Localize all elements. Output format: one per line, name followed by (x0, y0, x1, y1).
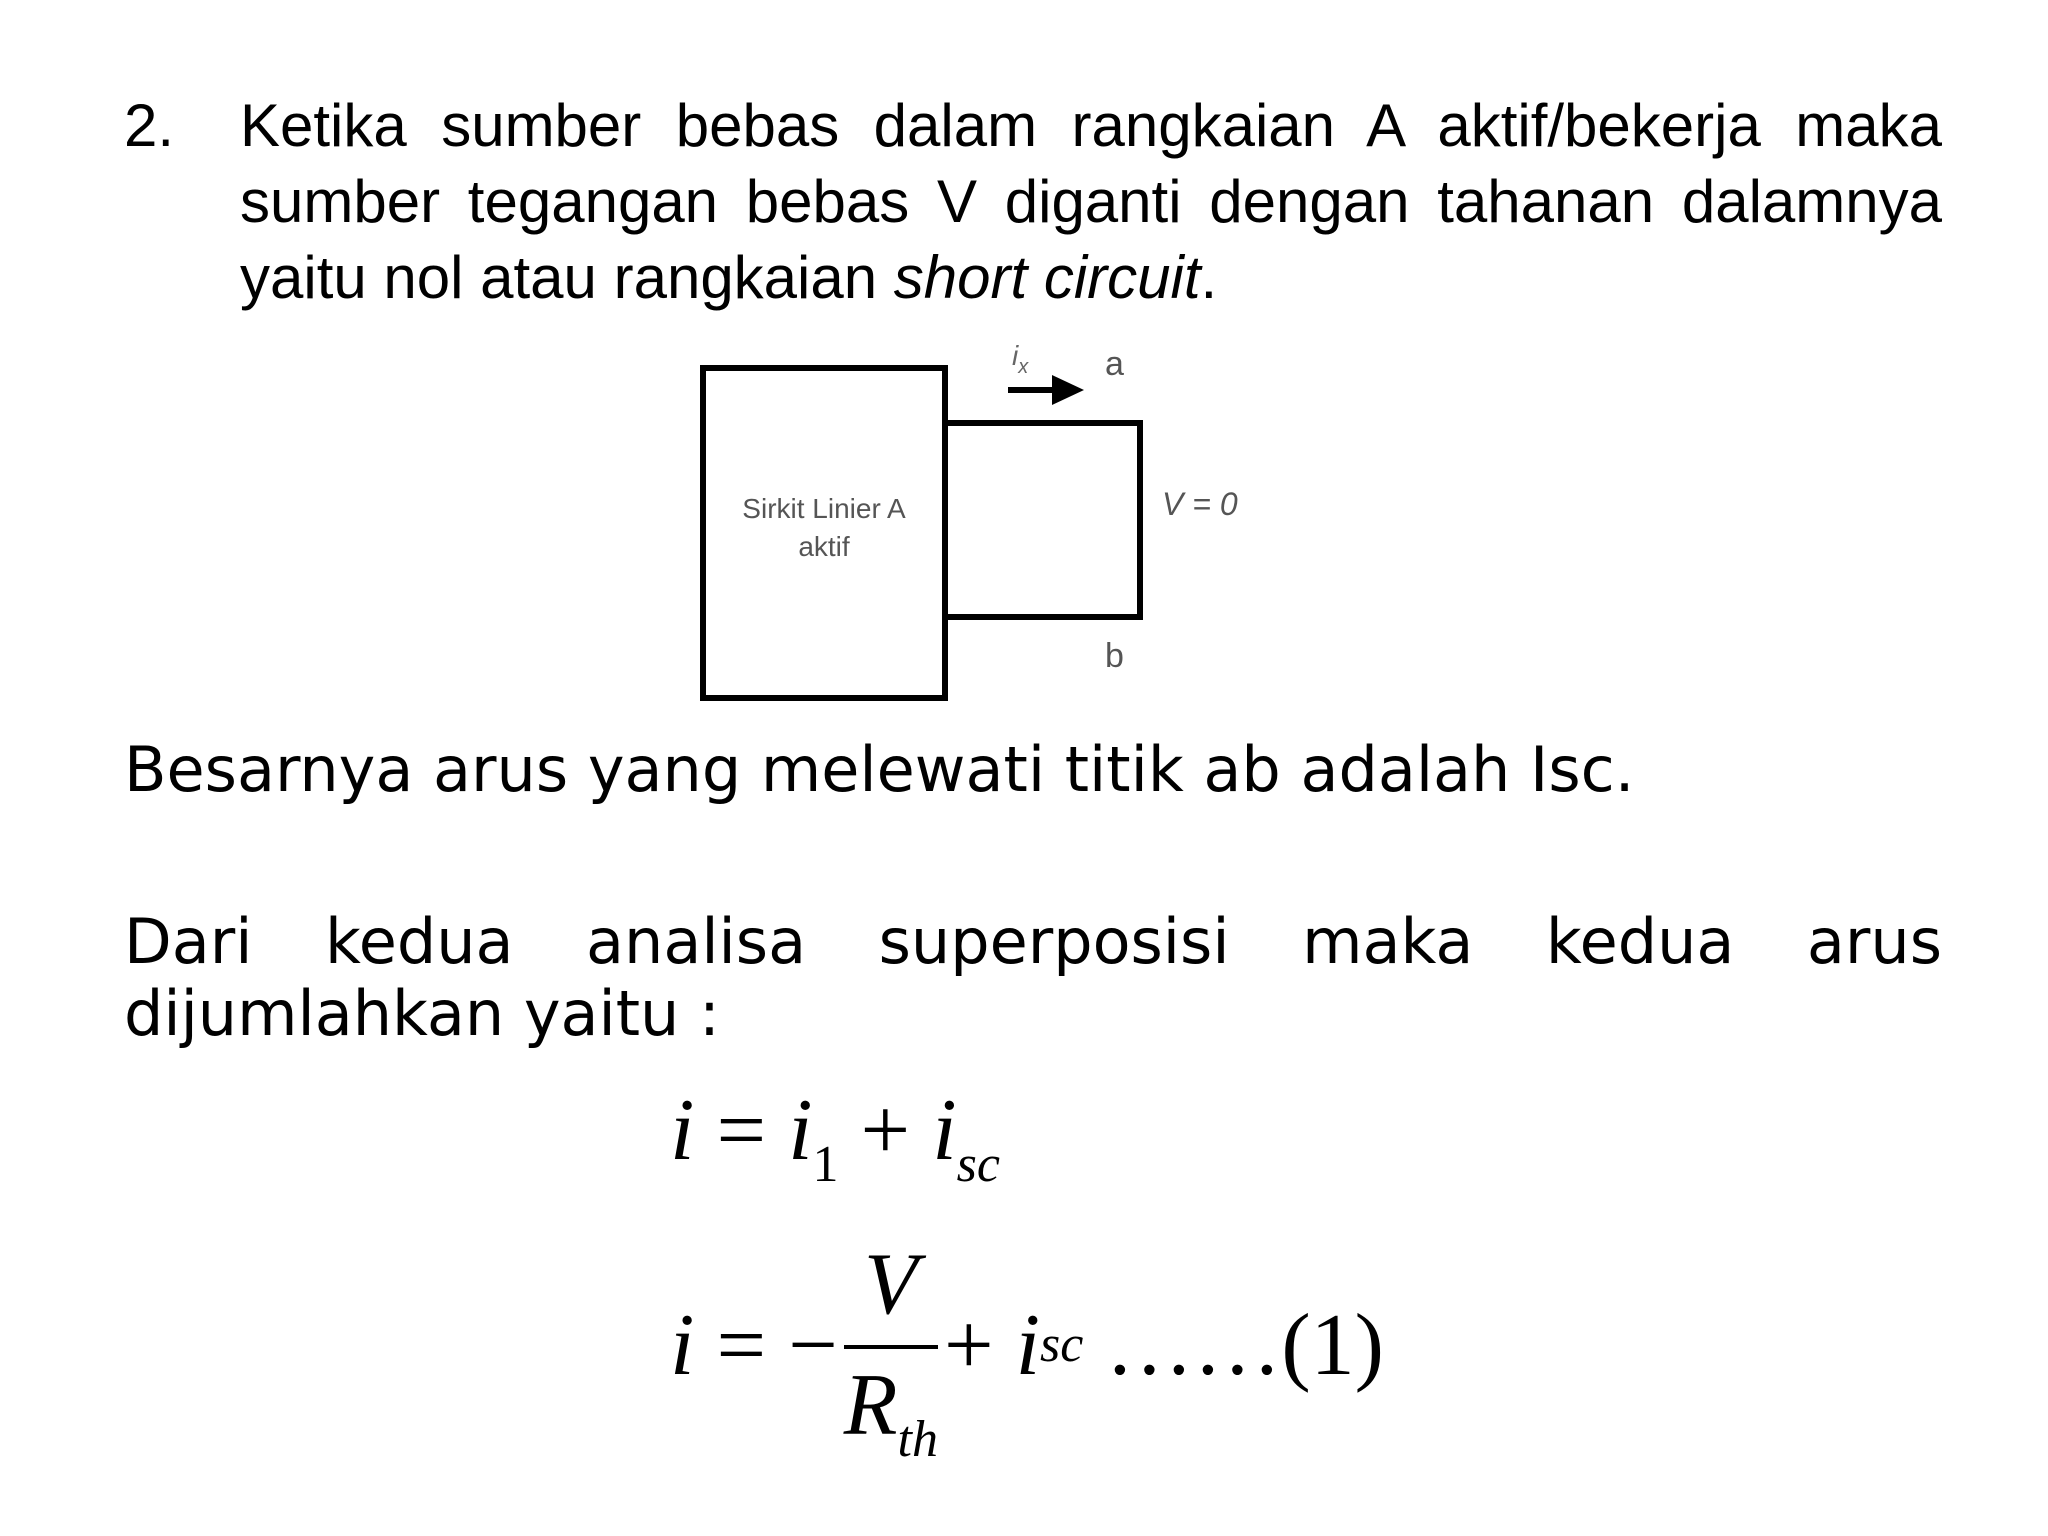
voltage-label: V = 0 (1162, 486, 1238, 522)
eq2-denominator: $R_{th}$ (843, 1357, 938, 1468)
eq2-equals: = (716, 1296, 767, 1394)
isc-paragraph: Besarnya arus yang melewati titik ab adalah Isc. (124, 733, 1635, 806)
eq2-lhs: i (670, 1296, 695, 1394)
list-item-text (240, 88, 1942, 316)
list-item-text-main: Ketika sumber bebas dalam rangkaian A aktif/bekerja maka sumber tegangan bebas V diganti dengan tahanan dalamnya yaitu nol atau rangkaian (240, 92, 1942, 311)
short-circuit-wire (945, 423, 1140, 617)
list-item-text-end: . (1200, 244, 1218, 311)
eq2-term2: i (1015, 1296, 1041, 1394)
eq2-tail: ……(1) (1105, 1296, 1384, 1394)
eq1-term1: i (788, 1082, 813, 1179)
eq2-fraction (843, 1234, 938, 1468)
eq2-minus: − (788, 1296, 838, 1394)
list-item-text-italic: short circuit (893, 244, 1201, 311)
equation-2: i = − $\frac{V}{R_{th}}$ + i sc ……(1) (670, 1236, 1384, 1468)
current-arrow-head (1052, 375, 1084, 405)
eq2-plus: + (943, 1296, 994, 1394)
eq1-lhs: i (670, 1082, 695, 1179)
equation-1 (670, 1080, 1000, 1193)
terminal-b-label: b (1105, 637, 1124, 675)
eq2-numerator: V (844, 1234, 938, 1349)
eq1-term2: i (932, 1082, 957, 1179)
superposition-paragraph: Dari kedua analisa superposisi maka kedua arus dijumlahkan yaitu : (124, 905, 1942, 1050)
circuit-diagram (700, 335, 1290, 705)
list-number: 2. (124, 92, 175, 159)
eq1-term2-sub: sc (956, 1136, 1000, 1193)
eq1-term1-sub: 1 (812, 1136, 839, 1193)
box-label-line2: aktif (798, 531, 850, 562)
eq1-plus: + (860, 1082, 911, 1179)
terminal-a-label: a (1105, 345, 1124, 383)
box-label-line1: Sirkit Linier A (742, 493, 906, 524)
eq1-equals: = (716, 1082, 767, 1179)
current-label: $i_x$ (1012, 340, 1029, 378)
